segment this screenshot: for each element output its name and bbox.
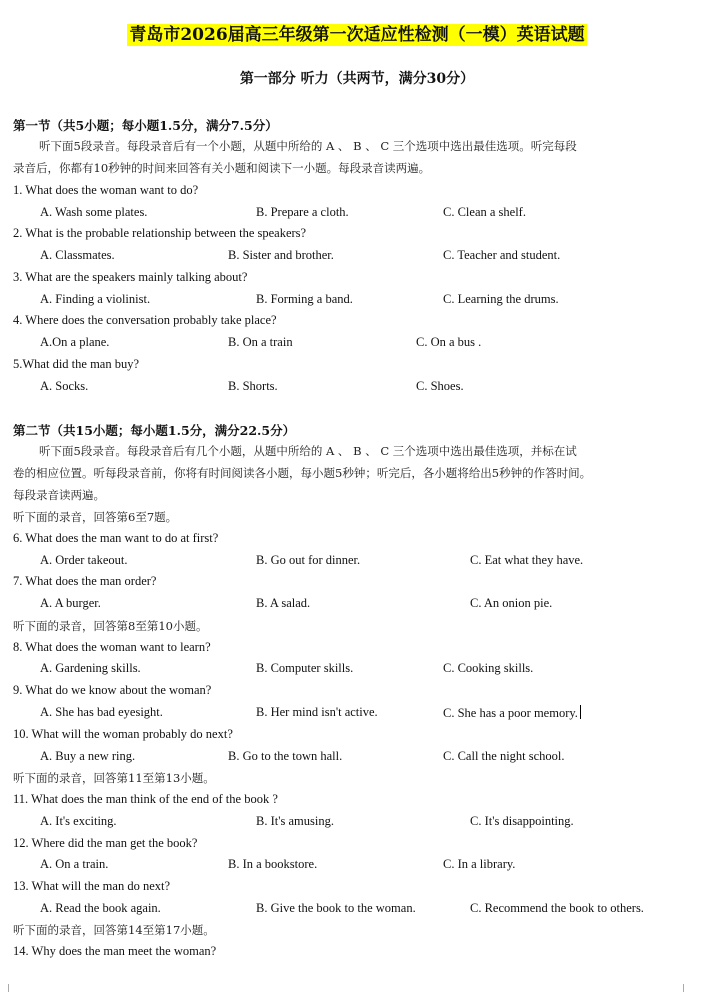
q7-option-a[interactable]: A. A burger. bbox=[40, 596, 101, 610]
q4-option-a[interactable]: A.On a plane. bbox=[40, 335, 110, 349]
section2-instruction-line-1 bbox=[13, 440, 699, 462]
q11-option-c[interactable]: C. It's disappointing. bbox=[470, 814, 574, 828]
q13-option-c[interactable]: C. Recommend the book to others. bbox=[470, 901, 644, 915]
q1-option-b[interactable]: B. Prepare a cloth. bbox=[256, 205, 349, 219]
question-1: 1. What does the woman want to do? bbox=[13, 183, 199, 197]
q10-option-c[interactable]: C. Call the night school. bbox=[443, 749, 565, 763]
part-title: 第一部分 听力（共两节，满分30分） bbox=[239, 71, 475, 87]
q13-option-b[interactable]: B. Give the book to the woman. bbox=[256, 901, 416, 915]
q8-option-a[interactable]: A. Gardening skills. bbox=[40, 661, 141, 675]
corner-mark-right bbox=[683, 984, 692, 992]
q10-option-a[interactable]: A. Buy a new ring. bbox=[40, 749, 136, 763]
question-7: 7. What does the man order? bbox=[13, 574, 157, 588]
page-title bbox=[0, 20, 714, 45]
section2-title: 第二节（共15小题；每小题1.5分，满分22.5分） bbox=[13, 423, 296, 438]
question-11: 11. What does the man think of the end of the book ? bbox=[13, 792, 278, 806]
q2-option-a[interactable]: A. Classmates. bbox=[40, 248, 115, 262]
section1-instruction-line-1 bbox=[13, 135, 699, 157]
listen-prompt-11-13: 听下面的录音，回答第11至第13小题。 bbox=[13, 771, 215, 785]
section2-instruction-line-2: 卷的相应位置。听每段录音前，你将有时间阅读各小题，每小题5秒钟；听完后，各小题将给出5秒钟的作答时间。 bbox=[13, 466, 592, 480]
listen-prompt-6-7: 听下面的录音，回答第6至7题。 bbox=[13, 510, 178, 524]
title-text: 青岛市2026届高三年级第一次适应性检测（一模）英语试题 bbox=[129, 25, 585, 45]
question-13: 13. What will the man do next? bbox=[13, 879, 171, 893]
corner-mark-left bbox=[0, 984, 9, 992]
question-3: 3. What are the speakers mainly talking about? bbox=[13, 270, 248, 284]
q2-option-b[interactable]: B. Sister and brother. bbox=[228, 248, 334, 262]
q3-option-b[interactable]: B. Forming a band. bbox=[256, 292, 353, 306]
q2-option-c[interactable]: C. Teacher and student. bbox=[443, 248, 561, 262]
q9-option-c[interactable] bbox=[443, 705, 581, 721]
section2-instruction-line-3: 每段录音读两遍。 bbox=[13, 488, 105, 502]
question-12: 12. Where did the man get the book? bbox=[13, 836, 198, 850]
q7-option-c[interactable]: C. An onion pie. bbox=[470, 596, 553, 610]
q10-option-b[interactable]: B. Go to the town hall. bbox=[228, 749, 343, 763]
q9-option-a[interactable]: A. She has bad eyesight. bbox=[40, 705, 163, 719]
q8-option-b[interactable]: B. Computer skills. bbox=[256, 661, 354, 675]
section1-instructions bbox=[13, 135, 699, 179]
listen-prompt-14-17: 听下面的录音，回答第14至第17小题。 bbox=[13, 923, 215, 937]
q5-option-b[interactable]: B. Shorts. bbox=[228, 379, 278, 393]
q12-option-c[interactable]: C. In a library. bbox=[443, 857, 516, 871]
q5-option-a[interactable]: A. Socks. bbox=[40, 379, 89, 393]
q6-option-c[interactable]: C. Eat what they have. bbox=[470, 553, 584, 567]
q5-option-c[interactable]: C. Shoes. bbox=[416, 379, 464, 393]
section2-instructions bbox=[13, 440, 699, 506]
q11-option-a[interactable]: A. It's exciting. bbox=[40, 814, 117, 828]
q6-option-b[interactable]: B. Go out for dinner. bbox=[256, 553, 361, 567]
q1-option-c[interactable]: C. Clean a shelf. bbox=[443, 205, 526, 219]
question-4: 4. Where does the conversation probably take place? bbox=[13, 313, 277, 327]
q4-option-c[interactable]: C. On a bus . bbox=[416, 335, 482, 349]
listen-prompt-8-10: 听下面的录音，回答第8至第10小题。 bbox=[13, 619, 208, 633]
section1-instruction-text-1: 听下面5段录音。每段录音后有一个小题，从题中所给的 A 、 B 、 C 三个选项中选出最佳选项。听完每段 bbox=[39, 139, 577, 153]
question-10: 10. What will the woman probably do next? bbox=[13, 727, 233, 741]
q4-option-b[interactable]: B. On a train bbox=[228, 335, 293, 349]
q13-option-a[interactable]: A. Read the book again. bbox=[40, 901, 161, 915]
section1-instruction-line-2: 录音后，你都有10秒钟的时间来回答有关小题和阅读下一小题。每段录音读两遍。 bbox=[13, 161, 431, 175]
q7-option-b[interactable]: B. A salad. bbox=[256, 596, 311, 610]
q3-option-c[interactable]: C. Learning the drums. bbox=[443, 292, 559, 306]
q6-option-a[interactable]: A. Order takeout. bbox=[40, 553, 128, 567]
q12-option-b[interactable]: B. In a bookstore. bbox=[228, 857, 318, 871]
q3-option-a[interactable]: A. Finding a violinist. bbox=[40, 292, 151, 306]
q12-option-a[interactable]: A. On a train. bbox=[40, 857, 109, 871]
text-cursor bbox=[580, 705, 581, 719]
section1-title: 第一节（共5小题；每小题1.5分，满分7.5分） bbox=[13, 118, 278, 133]
q8-option-c[interactable]: C. Cooking skills. bbox=[443, 661, 534, 675]
question-9: 9. What do we know about the woman? bbox=[13, 683, 212, 697]
question-2: 2. What is the probable relationship between the speakers? bbox=[13, 226, 307, 240]
section2-instruction-text-1: 听下面5段录音。每段录音后有几个小题，从题中所给的 A 、 B 、 C 三个选项中选出最佳选项，并标在试 bbox=[39, 444, 577, 458]
q11-option-b[interactable]: B. It's amusing. bbox=[256, 814, 334, 828]
question-8: 8. What does the woman want to learn? bbox=[13, 640, 211, 654]
question-6: 6. What does the man want to do at first? bbox=[13, 531, 219, 545]
q9-option-b[interactable]: B. Her mind isn't active. bbox=[256, 705, 378, 719]
question-5: 5.What did the man buy? bbox=[13, 357, 140, 371]
q1-option-a[interactable]: A. Wash some plates. bbox=[40, 205, 148, 219]
question-14: 14. Why does the man meet the woman? bbox=[13, 944, 217, 958]
q9-option-c-text: C. She has a poor memory. bbox=[443, 706, 578, 720]
